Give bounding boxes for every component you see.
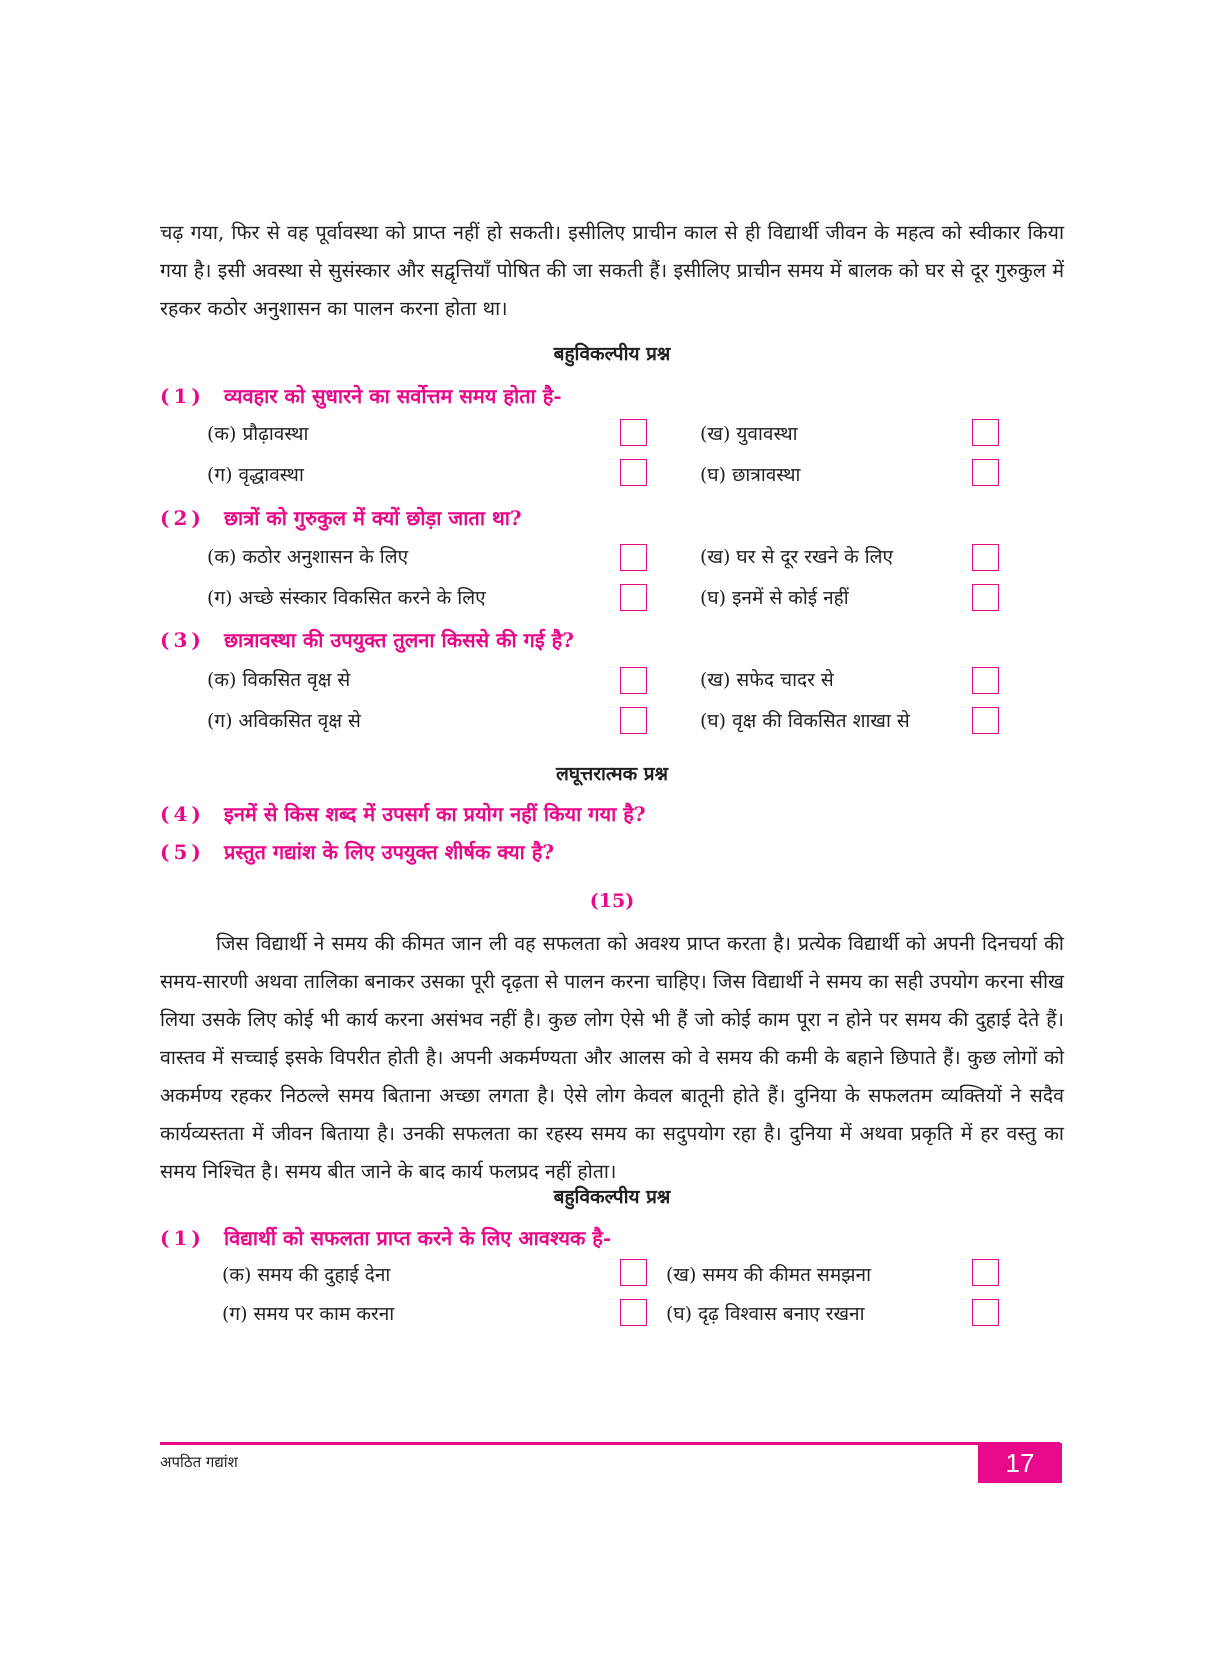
q3-option-d: (घ) वृक्ष की विकसित शाखा से bbox=[700, 710, 910, 732]
q1-option-b: (ख) युवावस्था bbox=[700, 423, 798, 445]
q1-checkbox-b[interactable] bbox=[972, 419, 999, 446]
section-heading-short-answer: लघूत्तरात्मक प्रश्न bbox=[555, 763, 669, 785]
question-6-text: विद्यार्थी को सफलता प्राप्त करने के लिए आवश्यक है- bbox=[224, 1226, 612, 1250]
question-1-number: (1) bbox=[160, 384, 205, 408]
q1-option-c: (ग) वृद्धावस्था bbox=[207, 464, 304, 486]
q2-checkbox-a[interactable] bbox=[620, 544, 647, 571]
question-5-number: (5) bbox=[160, 840, 205, 864]
question-3-text: छात्रावस्था की उपयुक्त तुलना किससे की गई है? bbox=[224, 628, 574, 652]
question-3-number: (3) bbox=[160, 628, 205, 652]
top-paragraph: चढ़ गया, फिर से वह पूर्वावस्था को प्राप्त नहीं हो सकती। इसीलिए प्राचीन काल से ही विद्यार्थी जीवन के महत्व को स्वीकार किया गया है। इसी अवस्था से सुसंस्कार और सद्वृत्तियाँ पोषित की जा सकती हैं। इसीलिए प्राचीन समय में बालक को घर से दूर गुरुकुल में रहकर कठोर अनुशासन का पालन करना होता था। bbox=[160, 221, 1064, 320]
q2-option-a: (क) कठोर अनुशासन के लिए bbox=[207, 546, 409, 568]
q6-option-b: (ख) समय की कीमत समझना bbox=[666, 1264, 872, 1286]
question-5 bbox=[160, 838, 1064, 865]
q2-option-b: (ख) घर से दूर रखने के लिए bbox=[700, 546, 894, 568]
q2-checkbox-d[interactable] bbox=[972, 584, 999, 611]
question-4-number: (4) bbox=[160, 802, 205, 826]
question-4-text: इनमें से किस शब्द में उपसर्ग का प्रयोग नहीं किया गया है? bbox=[224, 802, 646, 826]
page-number: 17 bbox=[978, 1443, 1062, 1483]
q1-checkbox-c[interactable] bbox=[620, 459, 647, 486]
q6-checkbox-c[interactable] bbox=[620, 1299, 647, 1326]
question-6-number: (1) bbox=[160, 1226, 205, 1250]
q3-checkbox-d[interactable] bbox=[972, 707, 999, 734]
question-2-number: (2) bbox=[160, 506, 205, 530]
footer-divider bbox=[160, 1442, 1060, 1445]
q1-option-a: (क) प्रौढ़ावस्था bbox=[207, 423, 309, 445]
q1-checkbox-d[interactable] bbox=[972, 459, 999, 486]
q3-checkbox-b[interactable] bbox=[972, 667, 999, 694]
question-2 bbox=[160, 504, 1064, 531]
q3-checkbox-c[interactable] bbox=[620, 707, 647, 734]
question-1 bbox=[160, 382, 1064, 409]
question-4 bbox=[160, 800, 1064, 827]
section-heading-mcq-1: बहुविकल्पीय प्रश्न bbox=[553, 343, 671, 365]
q3-option-a: (क) विकसित वृक्ष से bbox=[207, 669, 351, 691]
q3-option-c: (ग) अविकसित वृक्ष से bbox=[207, 710, 361, 732]
q3-checkbox-a[interactable] bbox=[620, 667, 647, 694]
q2-option-c: (ग) अच्छे संस्कार विकसित करने के लिए bbox=[207, 587, 486, 609]
q2-option-d: (घ) इनमें से कोई नहीं bbox=[700, 587, 849, 609]
passage-number: (15) bbox=[589, 890, 635, 912]
q6-checkbox-d[interactable] bbox=[972, 1299, 999, 1326]
question-1-text: व्यवहार को सुधारने का सर्वोत्तम समय होता है- bbox=[224, 384, 562, 408]
q2-checkbox-c[interactable] bbox=[620, 584, 647, 611]
passage-text: जिस विद्यार्थी ने समय की कीमत जान ली वह सफलता को अवश्य प्राप्त करता है। प्रत्येक विद्यार्थी को अपनी दिनचर्या की समय-सारणी अथवा तालिका बनाकर उसका पूरी दृढ़ता से पालन करना चाहिए। जिस विद्यार्थी ने समय का सही उपयोग करना सीख लिया उसके लिए कोई भी कार्य करना असंभव नहीं है। कुछ लोग ऐसे भी हैं जो कोई काम पूरा न होने पर समय की दुहाई देते हैं। वास्तव में सच्चाई इसके विपरीत होती है। अपनी अकर्मण्यता और आलस को वे समय की कमी के बहाने छिपाते हैं। कुछ लोगों को अकर्मण्य रहकर निठल्ले समय बिताना अच्छा लगता है। ऐसे लोग केवल बातूनी होते हैं। दुनिया के सफलतम व्यक्तियों ने सदैव कार्यव्यस्तता में जीवन बिताया है। उनकी सफलता का रहस्य समय का सदुपयोग रहा है। दुनिया में अथवा प्रकृति में हर वस्तु का समय निश्चित है। समय बीत जाने के बाद कार्य फलप्रद नहीं होता। bbox=[160, 932, 1064, 1183]
footer-title: अपठित गद्यांश bbox=[160, 1453, 238, 1471]
question-5-text: प्रस्तुत गद्यांश के लिए उपयुक्त शीर्षक क्या है? bbox=[224, 840, 555, 864]
q6-option-a: (क) समय की दुहाई देना bbox=[222, 1264, 391, 1286]
q1-option-d: (घ) छात्रावस्था bbox=[700, 464, 801, 486]
q6-option-d: (घ) दृढ़ विश्वास बनाए रखना bbox=[666, 1303, 865, 1325]
question-6 bbox=[160, 1224, 1064, 1251]
question-2-text: छात्रों को गुरुकुल में क्यों छोड़ा जाता था? bbox=[224, 506, 522, 530]
q6-checkbox-a[interactable] bbox=[620, 1259, 647, 1286]
q2-checkbox-b[interactable] bbox=[972, 544, 999, 571]
q6-option-c: (ग) समय पर काम करना bbox=[222, 1303, 395, 1325]
q1-checkbox-a[interactable] bbox=[620, 419, 647, 446]
question-3 bbox=[160, 626, 1064, 653]
q6-checkbox-b[interactable] bbox=[972, 1259, 999, 1286]
section-heading-mcq-2: बहुविकल्पीय प्रश्न bbox=[553, 1186, 671, 1208]
q3-option-b: (ख) सफेद चादर से bbox=[700, 669, 834, 691]
